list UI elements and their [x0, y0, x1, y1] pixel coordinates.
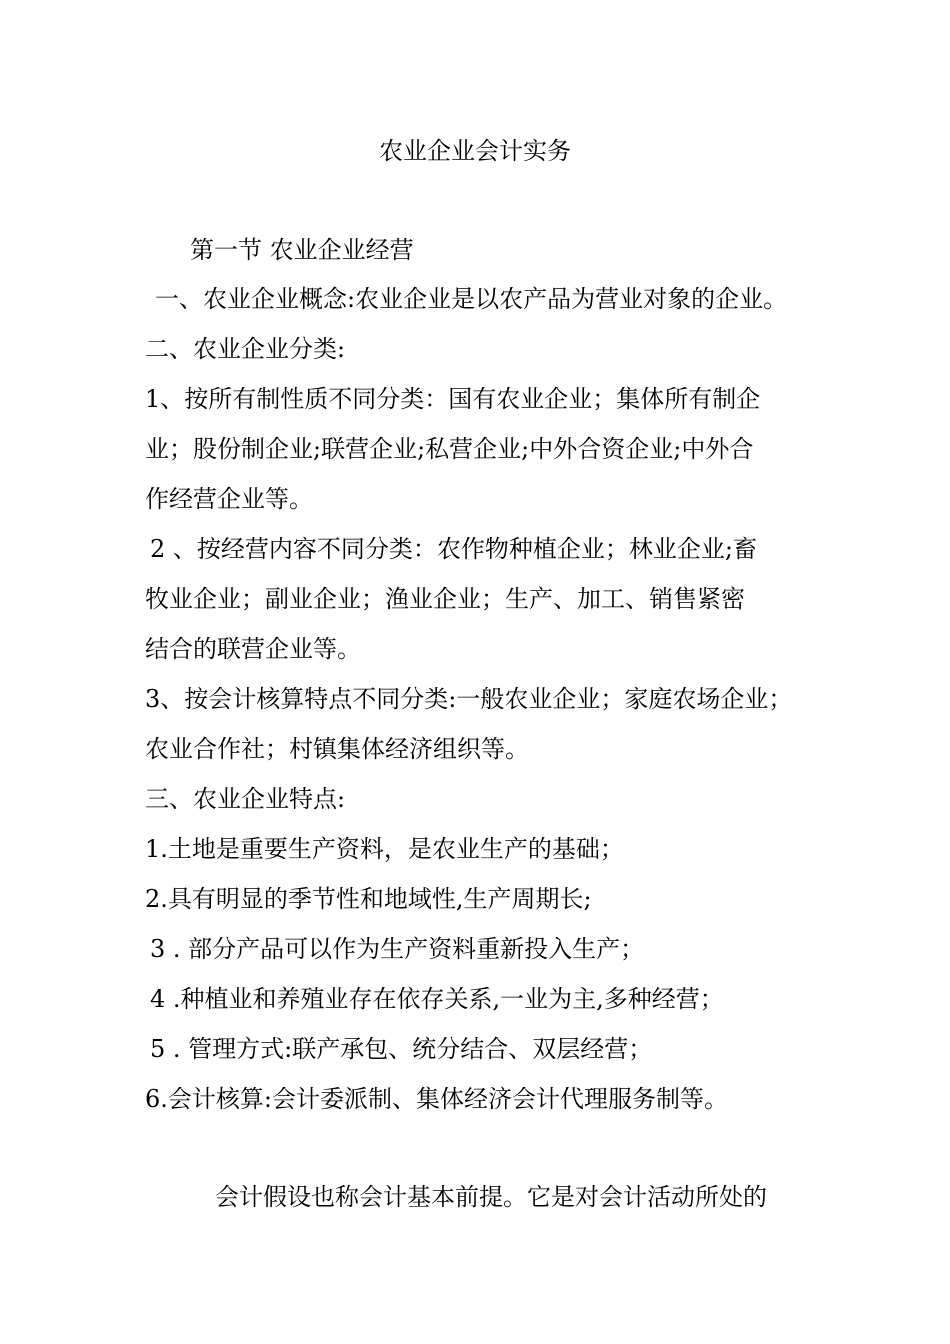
text-line: 3、按会计核算特点不同分类:一般农业企业；家庭农场企业； [145, 685, 793, 713]
text-line: 一、农业企业概念:农业企业是以农产品为营业对象的企业。 [155, 285, 788, 313]
text-line: 5 . 管理方式:联产承包、统分结合、双层经营； [150, 1035, 653, 1063]
text-line: 4 .种植业和养殖业存在依存关系,一业为主,多种经营； [150, 985, 724, 1013]
text-line: 1.土地是重要生产资料，是农业生产的基础； [145, 835, 624, 863]
text-line: 3 . 部分产品可以作为生产资料重新投入生产； [150, 935, 645, 963]
text-line: 1、按所有制性质不同分类：国有农业企业；集体所有制企 [145, 385, 761, 413]
paragraph-start: 会计假设也称会计基本前提。它是对会计活动所处的 [215, 1183, 767, 1211]
document-title: 农业企业会计实务 [379, 137, 571, 165]
text-line: 三、农业企业特点: [145, 785, 346, 813]
text-line: 6.会计核算:会计委派制、集体经济会计代理服务制等。 [145, 1085, 728, 1113]
text-line: 农业合作社；村镇集体经济组织等。 [145, 735, 529, 763]
text-line: 牧业企业；副业企业；渔业企业；生产、加工、销售紧密 [145, 585, 745, 613]
text-line: 2.具有明显的季节性和地域性,生产周期长; [145, 885, 592, 913]
text-line: 作经营企业等。 [145, 485, 313, 513]
text-line: 二、农业企业分类: [145, 335, 346, 363]
text-line: 2 、按经营内容不同分类：农作物种植企业；林业企业;畜 [150, 535, 757, 563]
section-heading: 第一节 农业企业经营 [190, 236, 414, 264]
text-line: 结合的联营企业等。 [145, 635, 361, 663]
text-line: 业；股份制企业;联营企业;私营企业;中外合资企业;中外合 [145, 435, 754, 463]
